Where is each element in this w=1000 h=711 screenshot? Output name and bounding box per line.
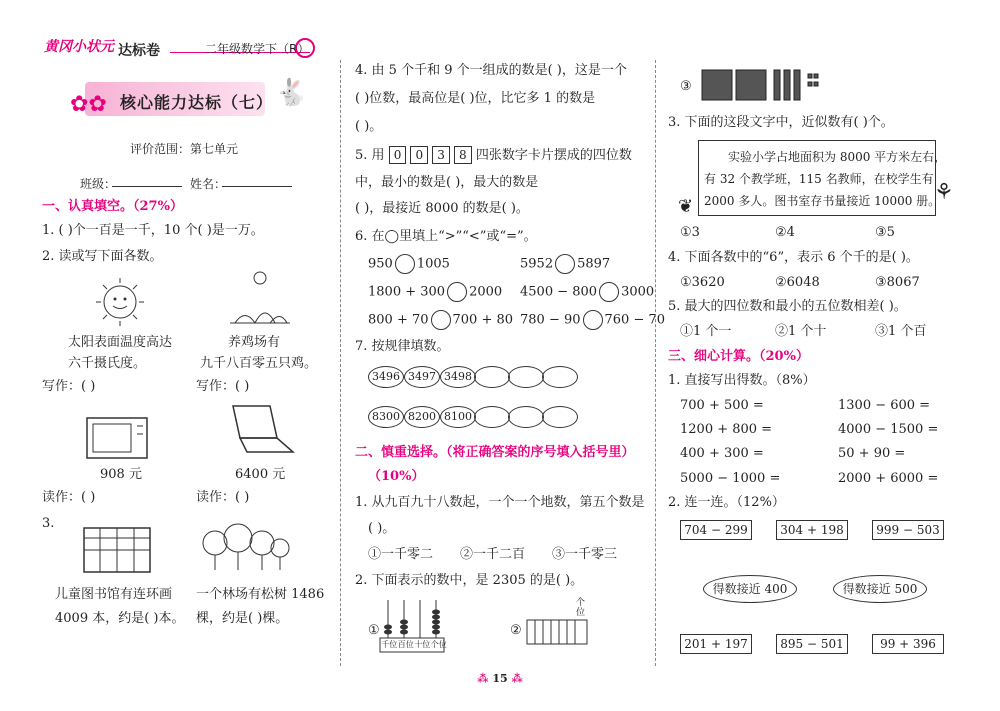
compare-row[interactable] xyxy=(368,282,502,302)
write-answer-2[interactable]: 写作：( ) xyxy=(196,379,250,394)
footer-ornament-left: ⁂ xyxy=(477,672,493,685)
compare-row[interactable] xyxy=(520,254,610,274)
series-label: 达标卷 xyxy=(118,43,160,59)
option-2-marker[interactable]: ② xyxy=(510,623,522,638)
expression[interactable]: 50 + 90 = xyxy=(838,446,906,461)
sun-caption-2: 六千摄氏度。 xyxy=(68,356,147,371)
choice-1-b: ( )。 xyxy=(368,521,396,536)
library-text-1: 儿童图书馆有连环画 xyxy=(55,587,173,602)
compare-left: 5952 xyxy=(520,256,554,272)
rabbit-icon: 🐇 xyxy=(275,78,308,108)
expression[interactable]: 700 + 500 = xyxy=(680,398,764,413)
compare-circle[interactable] xyxy=(431,310,451,330)
compare-left: 950 xyxy=(368,256,393,272)
farm-caption-1: 养鸡场有 xyxy=(228,335,281,350)
page-number xyxy=(0,672,1000,685)
compare-right: 2000 xyxy=(469,284,503,300)
leaf-icon: ❦ xyxy=(678,196,694,217)
expression[interactable]: 2000 + 6000 = xyxy=(838,471,939,486)
compare-left: 4500 − 800 xyxy=(520,284,598,300)
sequence-blank[interactable] xyxy=(474,366,510,388)
scope-label: 评价范围：第七单元 xyxy=(130,142,239,156)
question-4-a: 4. 由 5 个千和 9 个一组成的数是( )，这是一个 xyxy=(355,63,627,78)
expression[interactable]: 4000 − 1500 = xyxy=(838,422,939,437)
compare-row[interactable] xyxy=(520,282,654,302)
microwave-price: 908 元 xyxy=(100,467,142,482)
match-card-bottom[interactable]: 201 + 197 xyxy=(680,634,752,654)
abacus-place-labels xyxy=(381,639,447,650)
chicken-farm-illustration xyxy=(225,268,295,330)
sequence-blank[interactable] xyxy=(542,366,578,388)
match-card-top[interactable]: 999 − 503 xyxy=(872,520,944,540)
sequence-blank[interactable] xyxy=(508,406,544,428)
question-5-a xyxy=(355,146,632,165)
match-target-oval[interactable]: 得数接近 400 xyxy=(703,575,797,603)
expression[interactable]: 400 + 300 = xyxy=(680,446,764,461)
column-divider-2 xyxy=(655,60,656,666)
digit-card: 8 xyxy=(454,146,472,164)
place-label: 千位 xyxy=(381,640,398,649)
choice-1-option[interactable]: ②一千二百 xyxy=(460,547,526,562)
compare-row[interactable] xyxy=(368,254,450,274)
question-4-c: ( )。 xyxy=(355,119,383,134)
choice-3: 3. 下面的这段文字中，近似数有( )个。 xyxy=(668,115,894,130)
compare-circle[interactable] xyxy=(555,254,575,274)
place-label: 十位 xyxy=(414,640,431,649)
question-1: 1. ( )个一百是一千，10 个( )是一万。 xyxy=(42,223,264,238)
sequence-oval: 3496 xyxy=(368,366,404,388)
passage-line-1: 实验小学占地面积为 8000 平方米左右， xyxy=(728,150,947,164)
subject-label: 二年级数学下（R） xyxy=(205,42,310,56)
class-field[interactable] xyxy=(112,186,182,187)
compare-right: 3000 xyxy=(621,284,655,300)
laptop-price: 6400 元 xyxy=(235,467,286,482)
forest-text-2: 棵，约是( )棵。 xyxy=(196,611,289,626)
sun-illustration xyxy=(85,275,155,330)
match-card-bottom[interactable]: 895 − 501 xyxy=(776,634,848,654)
question-6: 6. 在◯里填上“>”“<”或“=”。 xyxy=(355,229,537,244)
compare-circle[interactable] xyxy=(583,310,603,330)
sequence-blank[interactable] xyxy=(542,406,578,428)
compare-right: 700 + 80 xyxy=(452,312,514,328)
expression[interactable]: 1200 + 800 = xyxy=(680,422,773,437)
compare-left: 800 + 70 xyxy=(368,312,429,328)
section-1-heading: 一、认真填空。（27%） xyxy=(42,199,183,214)
choice-4: 4. 下面各数中的“6”，表示 6 个千的是( )。 xyxy=(668,250,919,265)
question-5-prefix: 5. 用 xyxy=(355,148,385,163)
library-illustration xyxy=(80,518,155,573)
choice-1-a: 1. 从九百九十八数起，一个一个地数，第五个数是 xyxy=(355,495,645,510)
calc-1-heading: 1. 直接写出得数。（8%） xyxy=(668,373,816,388)
flower-icon: ✿✿ xyxy=(70,92,107,117)
choice-5-option[interactable]: ②1 个十 xyxy=(775,324,827,339)
ones-label: 个位 xyxy=(576,598,586,618)
sequence-blank[interactable] xyxy=(474,406,510,428)
question-5-c: ( )，最接近 8000 的数是( )。 xyxy=(355,201,529,216)
farm-caption-2: 九千八百零五只鸡。 xyxy=(200,356,318,371)
library-text-2: 4009 本，约是( )本。 xyxy=(55,611,185,626)
choice-4-option[interactable]: ③8067 xyxy=(875,275,920,290)
column-divider-1 xyxy=(340,60,341,666)
name-field[interactable] xyxy=(222,186,292,187)
expression[interactable]: 5000 − 1000 = xyxy=(680,471,781,486)
question-4-b: ( )位数，最高位是( )位，比它多 1 的数是 xyxy=(355,91,596,106)
sequence-blank[interactable] xyxy=(508,366,544,388)
brand-logo: 黄冈小状元 xyxy=(44,39,114,55)
section-2-heading: 二、慎重选择。（将正确答案的序号填入括号里） xyxy=(355,445,635,460)
block-cubes-illustration xyxy=(700,62,830,102)
choice-5: 5. 最大的四位数和最小的五位数相差( )。 xyxy=(668,299,907,314)
page-title: 核心能力达标（七） xyxy=(120,93,274,112)
choice-4-option[interactable]: ①3620 xyxy=(680,275,725,290)
microwave-illustration xyxy=(85,414,150,462)
choice-2: 2. 下面表示的数中，是 2305 的是( )。 xyxy=(355,573,584,588)
name-label: 姓名： xyxy=(190,177,227,191)
compare-row[interactable] xyxy=(368,310,513,330)
question-2: 2. 读或写下面各数。 xyxy=(42,249,163,264)
sequence-oval: 8300 xyxy=(368,406,404,428)
compare-left: 1800 + 300 xyxy=(368,284,446,300)
match-card-top[interactable]: 304 + 198 xyxy=(776,520,848,540)
laptop-illustration xyxy=(225,404,295,456)
option-1-marker[interactable]: ① xyxy=(368,623,380,638)
compare-right: 5897 xyxy=(577,256,611,272)
question-7: 7. 按规律填数。 xyxy=(355,339,450,354)
choice-5-option[interactable]: ①1 个一 xyxy=(680,324,732,339)
plant-icon: ⚘ xyxy=(934,180,954,205)
compare-right: 1005 xyxy=(416,256,450,272)
sun-caption-1: 太阳表面温度高达 xyxy=(68,335,173,350)
swirl-icon xyxy=(295,38,315,58)
match-target-oval[interactable]: 得数接近 500 xyxy=(833,575,927,603)
choice-1-option[interactable]: ①一千零二 xyxy=(368,547,434,562)
compare-right: 760 − 70 xyxy=(604,312,666,328)
place-label: 个位 xyxy=(430,640,447,649)
question-5-suffix: 四张数字卡片摆成的四位数 xyxy=(475,148,632,163)
footer-ornament-right: ⁂ xyxy=(507,672,523,685)
sequence-oval: 8100 xyxy=(440,406,476,428)
sequence-oval: 3498 xyxy=(440,366,476,388)
calc-2-heading: 2. 连一连。（12%） xyxy=(668,495,785,510)
match-card-bottom[interactable]: 99 + 396 xyxy=(872,634,944,654)
choice-4-option[interactable]: ②6048 xyxy=(775,275,820,290)
match-card-top[interactable]: 704 − 299 xyxy=(680,520,752,540)
choice-5-option[interactable]: ③1 个百 xyxy=(875,324,927,339)
write-answer-1[interactable]: 写作：( ) xyxy=(42,379,96,394)
sequence-oval: 3497 xyxy=(404,366,440,388)
forest-text-1: 一个林场有松树 1486 xyxy=(196,587,325,602)
choice-3-option[interactable]: ①3 xyxy=(680,225,700,240)
forest-illustration xyxy=(200,518,290,573)
compare-circle[interactable] xyxy=(447,282,467,302)
passage-line-2: 有 32 个教学班，115 名教师，在校学生有 xyxy=(704,172,934,186)
choice-3-option[interactable]: ②4 xyxy=(775,225,795,240)
compare-left: 780 − 90 xyxy=(520,312,581,328)
page-number-text: 15 xyxy=(492,672,508,685)
question-3: 3. xyxy=(42,516,55,531)
choice-3-option[interactable]: ③5 xyxy=(875,225,895,240)
section-3-heading: 三、细心计算。（20%） xyxy=(668,349,809,364)
compare-circle[interactable] xyxy=(599,282,619,302)
compare-row[interactable] xyxy=(520,310,665,330)
compare-circle[interactable] xyxy=(395,254,415,274)
option-3-marker[interactable]: ③ xyxy=(680,79,692,94)
question-5-b: 中，最小的数是( )，最大的数是 xyxy=(355,175,539,190)
digit-card: 3 xyxy=(432,146,450,164)
read-answer-1[interactable]: 读作：( ) xyxy=(42,490,96,505)
digit-card: 0 xyxy=(389,146,407,164)
read-answer-2[interactable]: 读作：( ) xyxy=(196,490,250,505)
choice-1-option[interactable]: ③一千零三 xyxy=(552,547,618,562)
class-label: 班级： xyxy=(80,177,117,191)
passage-line-3: 2000 多人。图书室存书量接近 10000 册。 xyxy=(704,194,941,208)
section-2-score: （10%） xyxy=(368,469,425,484)
sequence-oval: 8200 xyxy=(404,406,440,428)
place-label: 百位 xyxy=(397,640,414,649)
digit-card: 0 xyxy=(410,146,428,164)
expression[interactable]: 1300 − 600 = xyxy=(838,398,931,413)
